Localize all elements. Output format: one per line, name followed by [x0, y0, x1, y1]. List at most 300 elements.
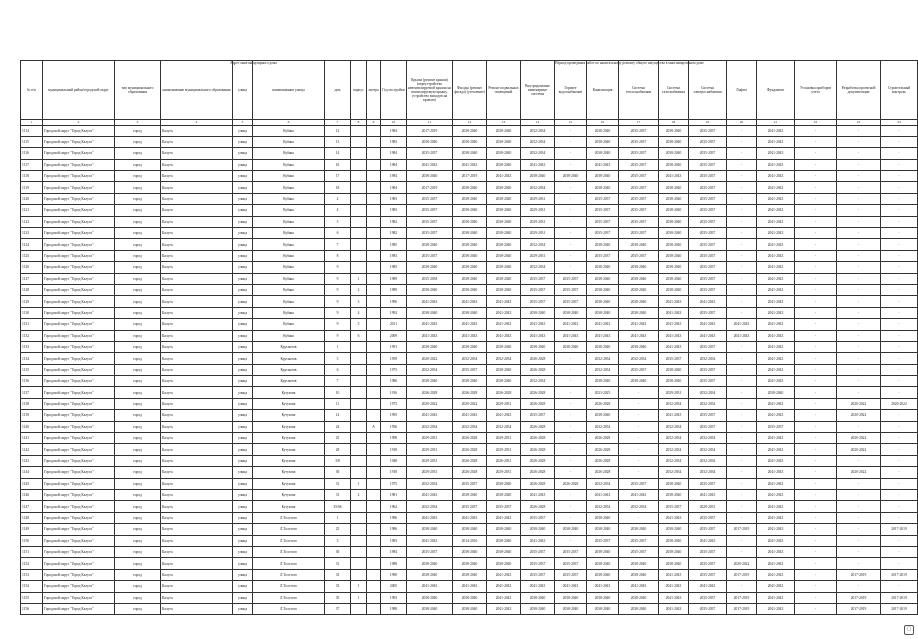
table-cell: улица: [233, 216, 253, 227]
table-cell: город: [115, 364, 161, 375]
table-cell: Городской округ "Город Калуга": [43, 136, 115, 147]
table-cell: -: [881, 239, 918, 250]
table-row: [21, 250, 918, 261]
table-cell: -: [881, 558, 918, 569]
table-cell: 2041-2043: [757, 182, 795, 193]
table-cell: [367, 250, 381, 261]
table-cell: Калуга: [161, 398, 233, 409]
table-row: [21, 603, 918, 614]
table-cell: город: [115, 558, 161, 569]
table-cell: 2035-2037: [689, 159, 727, 170]
table-cell: Курсантов: [253, 364, 325, 375]
table-cell: 2: [351, 490, 367, 501]
table-cell: -: [555, 490, 587, 501]
table-cell: 2038-2040: [659, 262, 689, 273]
table-cell: 2038-2040: [453, 546, 487, 557]
table-row: [21, 182, 918, 193]
table-cell: 1127: [21, 273, 43, 284]
table-row: [21, 319, 918, 330]
table-cell: 2041-2043: [453, 296, 487, 307]
table-cell: -: [555, 353, 587, 364]
table-cell: 2017-2019: [727, 603, 757, 614]
table-cell: Калуга: [161, 455, 233, 466]
table-cell: 2041-2043: [757, 501, 795, 512]
table-cell: 2038-2040: [453, 592, 487, 603]
table-row: [21, 444, 918, 455]
table-cell: Кубяка: [253, 182, 325, 193]
table-cell: 2035-2037: [689, 125, 727, 136]
table-row: [21, 307, 918, 318]
table-cell: 2035-2037: [619, 478, 659, 489]
table-cell: -: [795, 228, 837, 239]
table-row: [21, 467, 918, 478]
table-cell: -: [619, 410, 659, 421]
table-cell: [351, 467, 367, 478]
table-cell: 2041-2043: [619, 490, 659, 501]
column-header: тип муниципального образования: [115, 61, 161, 120]
table-cell: 1992: [381, 307, 407, 318]
table-cell: 2014-2016: [453, 535, 487, 546]
table-row: [21, 478, 918, 489]
table-cell: 1983: [381, 205, 407, 216]
table-cell: 2041-2043: [587, 330, 619, 341]
table-cell: 2017-2019: [407, 182, 453, 193]
table-cell: 2041-2043: [659, 592, 689, 603]
table-cell: 2035-2037: [689, 603, 727, 614]
table-cell: 2038-2040: [487, 262, 521, 273]
table-cell: 1990: [381, 569, 407, 580]
table-cell: 2032-2034: [487, 421, 521, 432]
table-cell: улица: [233, 421, 253, 432]
table-cell: 2029-2031: [487, 444, 521, 455]
table-cell: Городской округ "Город Калуга": [43, 284, 115, 295]
table-cell: -: [727, 239, 757, 250]
table-cell: -: [795, 148, 837, 159]
table-cell: Городской округ "Город Калуга": [43, 501, 115, 512]
table-cell: [367, 182, 381, 193]
table-cell: 2041-2043: [757, 296, 795, 307]
table-cell: -: [881, 136, 918, 147]
table-cell: -: [795, 376, 837, 387]
table-cell: 2038-2040: [587, 125, 619, 136]
table-cell: 2035-2038: [407, 273, 453, 284]
table-cell: 2032-2034: [487, 353, 521, 364]
table-cell: 2038-2040: [587, 341, 619, 352]
table-cell: 2: [325, 193, 351, 204]
table-cell: 2041-2043: [619, 581, 659, 592]
table-cell: 2041-2043: [453, 581, 487, 592]
column-header: Установка приборов учета: [795, 61, 837, 120]
table-cell: 2038-2040: [659, 136, 689, 147]
table-cell: 18: [325, 182, 351, 193]
table-cell: -: [727, 387, 757, 398]
table-cell: -: [795, 398, 837, 409]
table-cell: 1973: [381, 364, 407, 375]
table-cell: 14: [325, 410, 351, 421]
table-cell: 2035-2037: [619, 159, 659, 170]
table-cell: 2041-2043: [757, 228, 795, 239]
column-header: корпус: [351, 61, 367, 120]
table-cell: 2035-2037: [619, 182, 659, 193]
table-cell: [351, 603, 367, 614]
table-row: [21, 581, 918, 592]
table-cell: 1996: [381, 512, 407, 523]
table-cell: 2038-2040: [659, 546, 689, 557]
table-cell: 2041-2043: [757, 410, 795, 421]
table-cell: 2041-2043: [757, 125, 795, 136]
table-cell: [367, 376, 381, 387]
table-cell: 5: [325, 353, 351, 364]
column-number: 24: [881, 120, 918, 126]
table-cell: 2029-2031: [487, 398, 521, 409]
table-cell: 2038-2040: [555, 592, 587, 603]
table-cell: 2026-2028: [521, 421, 555, 432]
table-cell: улица: [233, 341, 253, 352]
table-cell: 2041-2043: [757, 159, 795, 170]
table-cell: -: [619, 421, 659, 432]
table-cell: Калуга: [161, 535, 233, 546]
table-cell: [367, 273, 381, 284]
table-row: [21, 592, 918, 603]
table-cell: -: [837, 148, 881, 159]
table-cell: Городской округ "Город Калуга": [43, 273, 115, 284]
table-cell: -: [555, 410, 587, 421]
table-cell: 1149: [21, 524, 43, 535]
table-cell: 2041-2043: [407, 535, 453, 546]
table-cell: 2041-2043: [757, 444, 795, 455]
table-cell: 2038-2040: [659, 205, 689, 216]
table-cell: -: [727, 490, 757, 501]
table-cell: Кутузова: [253, 467, 325, 478]
table-cell: [351, 387, 367, 398]
table-cell: Городской округ "Город Калуга": [43, 581, 115, 592]
table-cell: 1975: [381, 478, 407, 489]
table-cell: 2041-2043: [487, 296, 521, 307]
table-cell: 2035-2037: [555, 558, 587, 569]
table-cell: -: [727, 421, 757, 432]
table-cell: -: [555, 398, 587, 409]
table-cell: 2032-2034: [619, 501, 659, 512]
table-cell: -: [619, 467, 659, 478]
table-row: [21, 376, 918, 387]
table-cell: 2041-2043: [757, 148, 795, 159]
table-cell: -: [727, 467, 757, 478]
table-cell: Городской округ "Город Калуга": [43, 159, 115, 170]
table-cell: 2038-2040: [487, 478, 521, 489]
table-cell: улица: [233, 444, 253, 455]
table-cell: 2032-2034: [453, 421, 487, 432]
table-cell: 2032-2034: [689, 433, 727, 444]
table-cell: -: [881, 307, 918, 318]
column-number: 12: [453, 120, 487, 126]
table-cell: 2038-2040: [587, 603, 619, 614]
table-cell: [351, 205, 367, 216]
table-cell: Калуга: [161, 433, 233, 444]
table-cell: улица: [233, 319, 253, 330]
table-cell: -: [795, 125, 837, 136]
table-cell: 13: [325, 136, 351, 147]
table-cell: город: [115, 148, 161, 159]
table-cell: 2032-2034: [689, 353, 727, 364]
table-cell: Городской округ "Город Калуга": [43, 376, 115, 387]
table-cell: 1989: [381, 284, 407, 295]
table-cell: -: [727, 535, 757, 546]
table-cell: -: [795, 262, 837, 273]
table-cell: 2038-2040: [659, 490, 689, 501]
table-cell: -: [727, 581, 757, 592]
table-cell: 2038-2040: [453, 284, 487, 295]
table-cell: -: [837, 387, 881, 398]
table-cell: 2038-2040: [487, 148, 521, 159]
table-cell: 2038-2040: [521, 603, 555, 614]
table-cell: 30: [325, 467, 351, 478]
table-cell: Городской округ "Город Калуга": [43, 182, 115, 193]
table-cell: 2038-2040: [587, 376, 619, 387]
table-cell: 2038-2040: [487, 193, 521, 204]
table-cell: улица: [233, 193, 253, 204]
table-cell: -: [727, 307, 757, 318]
table-cell: 2038-2040: [407, 569, 453, 580]
table-cell: 2035-2037: [689, 364, 727, 375]
column-header: наименование улицы: [253, 61, 325, 120]
table-cell: 1122: [21, 216, 43, 227]
table-cell: 2041-2043: [659, 296, 689, 307]
table-cell: 1130: [21, 307, 43, 318]
table-cell: 2035-2037: [689, 592, 727, 603]
table-cell: Городской округ "Город Калуга": [43, 467, 115, 478]
table-cell: 2035-2037: [689, 410, 727, 421]
table-row: [21, 239, 918, 250]
table-cell: 2032-2034: [659, 455, 689, 466]
column-header: муниципальный район/городской округ: [43, 61, 115, 120]
table-cell: -: [795, 364, 837, 375]
table-cell: [351, 182, 367, 193]
table-cell: -: [555, 148, 587, 159]
table-cell: -: [881, 467, 918, 478]
table-cell: 2038-2040: [619, 569, 659, 580]
table-cell: -: [837, 239, 881, 250]
table-cell: 2038-2040: [587, 296, 619, 307]
table-cell: 1141: [21, 433, 43, 444]
table-cell: Городской округ "Город Калуга": [43, 535, 115, 546]
table-cell: 2038-2040: [555, 603, 587, 614]
table-cell: 2038-2040: [587, 524, 619, 535]
table-row: [21, 546, 918, 557]
table-cell: город: [115, 592, 161, 603]
table-cell: [351, 262, 367, 273]
table-cell: 2017-2019: [453, 171, 487, 182]
table-cell: -: [837, 159, 881, 170]
table-cell: 2041-2043: [659, 410, 689, 421]
table-cell: -: [837, 376, 881, 387]
column-number: 4: [161, 120, 233, 126]
table-cell: 2041-2043: [407, 512, 453, 523]
table-cell: Кубяка: [253, 262, 325, 273]
table-cell: 2035-2037: [587, 193, 619, 204]
table-cell: -: [795, 319, 837, 330]
table-cell: 2041-2043: [757, 262, 795, 273]
table-cell: [351, 524, 367, 535]
table-cell: Городской округ "Город Калуга": [43, 433, 115, 444]
table-cell: Л.Толстого: [253, 592, 325, 603]
table-cell: 2035-2037: [689, 307, 727, 318]
table-cell: Городской округ "Город Калуга": [43, 228, 115, 239]
table-cell: 1146: [21, 490, 43, 501]
table-cell: -: [555, 136, 587, 147]
table-cell: 2038-2040: [659, 125, 689, 136]
column-number: 19: [689, 120, 727, 126]
table-cell: 2035-2037: [689, 136, 727, 147]
table-cell: 2041-2043: [757, 581, 795, 592]
table-cell: 2035-2037: [521, 410, 555, 421]
table-cell: [351, 546, 367, 557]
table-cell: 2038-2040: [659, 193, 689, 204]
table-cell: -: [837, 512, 881, 523]
table-cell: Калуга: [161, 490, 233, 501]
table-row: [21, 398, 918, 409]
table-cell: [367, 558, 381, 569]
table-cell: 2041-2043: [487, 330, 521, 341]
table-cell: 1136: [21, 376, 43, 387]
table-cell: Калуга: [161, 603, 233, 614]
table-cell: 1140: [21, 421, 43, 432]
table-cell: улица: [233, 581, 253, 592]
table-cell: Кубяка: [253, 239, 325, 250]
table-cell: 2035-2037: [555, 273, 587, 284]
table-cell: 2035-2037: [689, 284, 727, 295]
table-cell: 2041-2043: [619, 319, 659, 330]
table-cell: город: [115, 330, 161, 341]
table-cell: 2041-2043: [757, 239, 795, 250]
column-number: 22: [795, 120, 837, 126]
table-cell: улица: [233, 364, 253, 375]
table-cell: 2035-2037: [619, 171, 659, 182]
table-cell: 2026-2028: [587, 455, 619, 466]
table-cell: город: [115, 250, 161, 261]
table-cell: 2035-2037: [689, 341, 727, 352]
table-cell: город: [115, 239, 161, 250]
table-cell: 2032-2034: [659, 421, 689, 432]
table-cell: 7: [325, 239, 351, 250]
table-cell: Калуга: [161, 410, 233, 421]
table-cell: 2017-2019: [881, 569, 918, 580]
table-row: [21, 512, 918, 523]
table-cell: 2029-2031: [521, 205, 555, 216]
table-cell: 1962: [381, 501, 407, 512]
table-cell: город: [115, 307, 161, 318]
table-cell: 2035-2037: [521, 569, 555, 580]
table-cell: 1115: [21, 136, 43, 147]
table-cell: [367, 524, 381, 535]
table-cell: 2041-2043: [587, 319, 619, 330]
table-cell: город: [115, 171, 161, 182]
table-cell: -: [795, 558, 837, 569]
table-cell: -: [881, 478, 918, 489]
column-number: 10: [381, 120, 407, 126]
table-cell: 2032-2034: [521, 125, 555, 136]
table-cell: 2026-2028: [521, 433, 555, 444]
table-cell: 2026-2028: [453, 467, 487, 478]
table-cell: 1982: [381, 228, 407, 239]
table-cell: 1134: [21, 353, 43, 364]
table-cell: 2035-2037: [407, 193, 453, 204]
table-cell: улица: [233, 546, 253, 557]
table-cell: 1143: [21, 455, 43, 466]
table-cell: Городской округ "Город Калуга": [43, 239, 115, 250]
table-cell: -: [881, 125, 918, 136]
table-cell: 2035-2037: [619, 546, 659, 557]
table-cell: 2032-2034: [521, 262, 555, 273]
table-cell: -: [727, 228, 757, 239]
table-cell: [351, 444, 367, 455]
table-cell: -: [795, 467, 837, 478]
table-cell: [367, 205, 381, 216]
table-cell: город: [115, 125, 161, 136]
table-cell: 2038-2040: [487, 546, 521, 557]
table-cell: 2038-2040: [555, 171, 587, 182]
table-cell: Городской округ "Город Калуга": [43, 262, 115, 273]
table-cell: 2035-2037: [407, 228, 453, 239]
table-cell: 2026-2028: [521, 353, 555, 364]
table-cell: [351, 125, 367, 136]
table-cell: 2038-2040: [659, 228, 689, 239]
table-cell: город: [115, 136, 161, 147]
table-cell: Городской округ "Город Калуга": [43, 319, 115, 330]
column-number: 6: [253, 120, 325, 126]
table-cell: -: [555, 239, 587, 250]
table-cell: [351, 250, 367, 261]
table-cell: 1973: [381, 398, 407, 409]
table-cell: -: [555, 501, 587, 512]
table-cell: 2005: [381, 581, 407, 592]
table-cell: 2041-2043: [659, 330, 689, 341]
table-cell: 2035-2037: [555, 284, 587, 295]
table-cell: [367, 330, 381, 341]
table-cell: город: [115, 444, 161, 455]
table-cell: -: [555, 125, 587, 136]
table-cell: 2038-2040: [487, 535, 521, 546]
table-cell: 2038-2040: [453, 262, 487, 273]
table-cell: 1: [325, 512, 351, 523]
table-cell: 2041-2043: [659, 319, 689, 330]
table-cell: -: [881, 421, 918, 432]
table-cell: 2041-2043: [659, 341, 689, 352]
address-group-caption: Адрес многоквартирного дома: [230, 61, 277, 65]
table-cell: Кубяка: [253, 228, 325, 239]
table-cell: 2035-2037: [619, 535, 659, 546]
table-cell: 2041-2043: [757, 307, 795, 318]
table-cell: 1147: [21, 501, 43, 512]
table-cell: 1125: [21, 250, 43, 261]
table-cell: город: [115, 581, 161, 592]
table-cell: 2038-2040: [619, 524, 659, 535]
table-cell: Кутузова: [253, 398, 325, 409]
table-cell: 1135: [21, 364, 43, 375]
table-cell: 3/8: [325, 455, 351, 466]
table-cell: Калуга: [161, 512, 233, 523]
table-cell: Л.Толстого: [253, 558, 325, 569]
table-cell: 2032-2034: [407, 501, 453, 512]
table-cell: 2038-2040: [619, 376, 659, 387]
table-cell: 2026-2028: [521, 455, 555, 466]
table-cell: 1985: [381, 239, 407, 250]
table-cell: -: [795, 569, 837, 580]
table-cell: 2038-2040: [407, 524, 453, 535]
table-cell: Л.Толстого: [253, 603, 325, 614]
table-cell: 1916: [381, 387, 407, 398]
table-cell: 1998: [381, 433, 407, 444]
table-cell: 2041-2043: [689, 296, 727, 307]
